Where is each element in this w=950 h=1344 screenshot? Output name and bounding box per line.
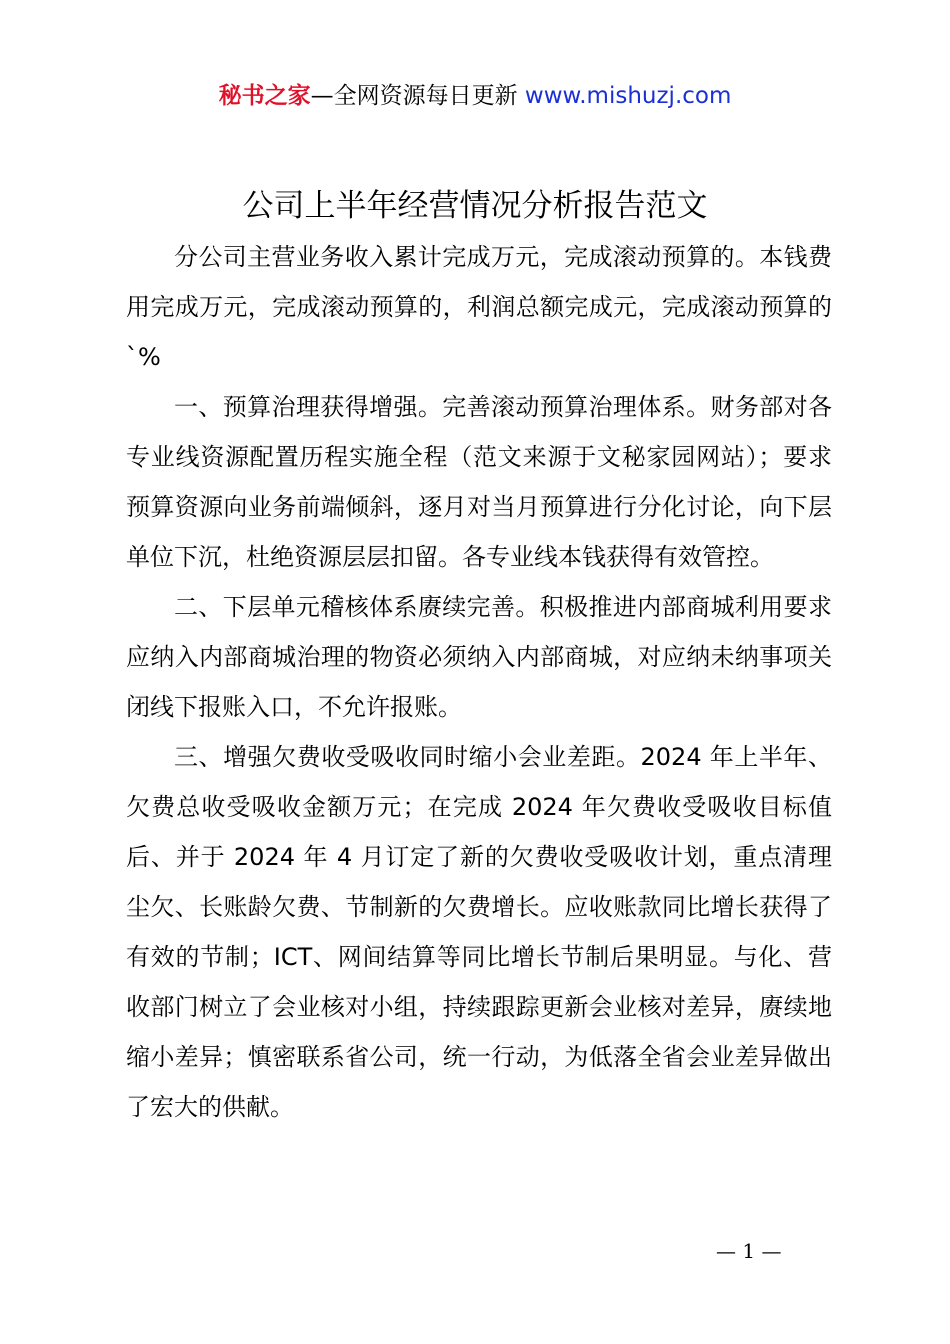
document-body xyxy=(126,232,832,1132)
paragraph-intro: 分公司主营业务收入累计完成万元，完成滚动预算的。本钱费用完成万元，完成滚动预算的，利润总额完成元，完成滚动预算的`% xyxy=(126,243,832,371)
site-banner xyxy=(0,80,950,112)
paragraph-section-2: 二、下层单元稽核体系赓续完善。积极推进内部商城利用要求应纳入内部商城治理的物资必须纳入内部商城，对应纳未纳事项关闭线下报账入口，不允许报账。 xyxy=(126,593,832,721)
site-brand: 秘书之家 xyxy=(218,83,311,109)
page-number: — 1 — xyxy=(716,1239,782,1263)
paragraph-section-1: 一、预算治理获得增强。完善滚动预算治理体系。财务部对各专业线资源配置历程实施全程（范文来源于文秘家园网站）；要求预算资源向业务前端倾斜，逐月对当月预算进行分化讨论，向下层单位下沉，杜绝资源层层扣留。各专业线本钱获得有效管控。 xyxy=(126,393,832,571)
paragraph-section-3: 三、增强欠费收受吸收同时缩小会业差距。2024 年上半年、欠费总收受吸收金额万元；在完成 2024 年欠费收受吸收目标值后、并于 2024 年 4 月订定了新的欠费收受吸收计划，重点清理尘欠、长账龄欠费、节制新的欠费增长。应收账款同比增长获得了有效的节制；ICT、网间结算等同比增长节制后果明显。与化、营收部门树立了会业核对小组，持续跟踪更新会业核对差异，赓续地缩小差异；慎密联系省公司，统一行动，为低落全省会业差异做出了宏大的供献。 xyxy=(126,743,832,1121)
site-url-link[interactable]: www.mishuzj.com xyxy=(524,83,732,109)
document-title: 公司上半年经营情况分析报告范文 xyxy=(242,188,708,224)
site-tagline: —全网资源每日更新 xyxy=(310,83,525,109)
